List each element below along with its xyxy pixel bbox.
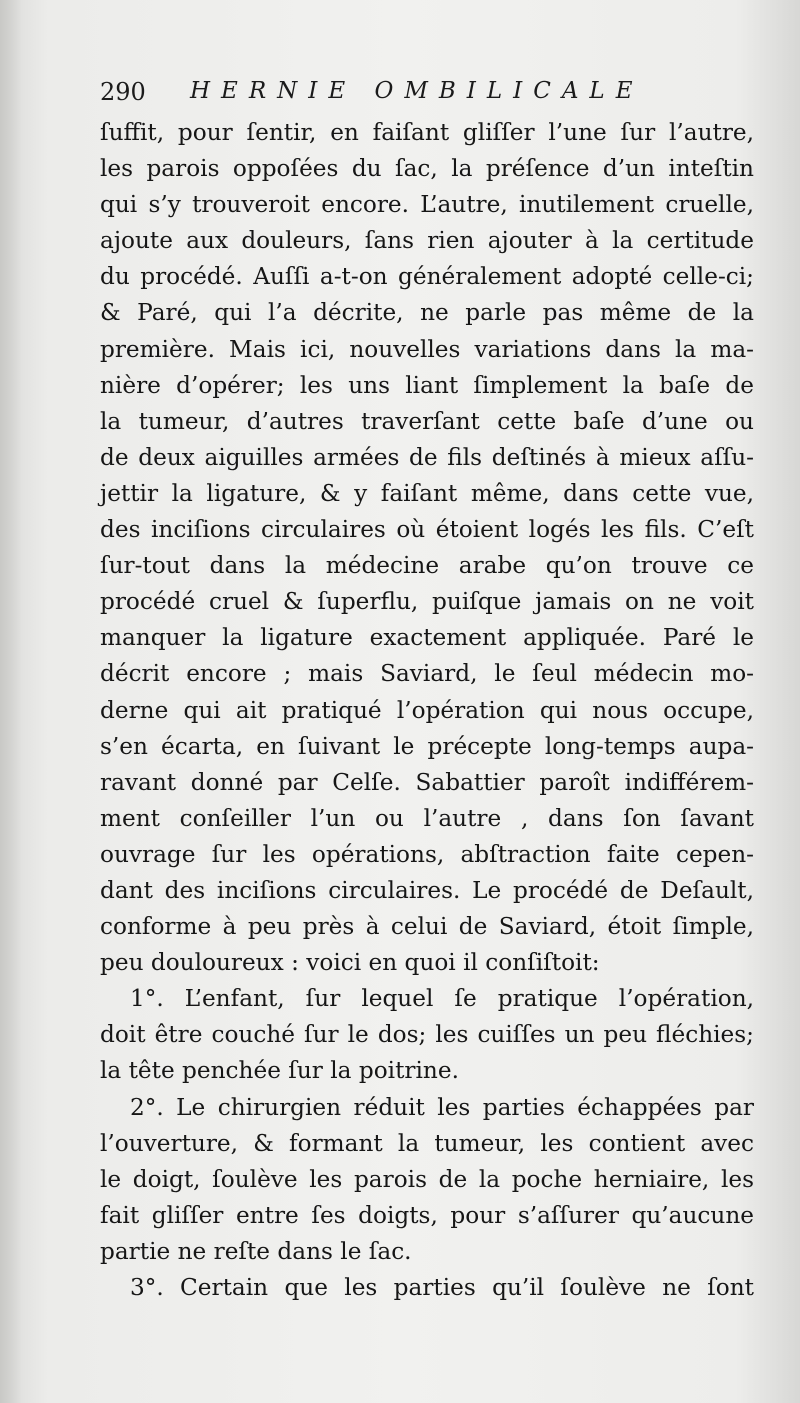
text-line: derne qui ait pratiqué l’opération qui nous occupe, bbox=[100, 696, 754, 724]
text-line: des inciſions circulaires où étoient logés les fils. C’eſt bbox=[100, 516, 754, 544]
page-number: 290 bbox=[100, 78, 146, 106]
text-line: dant des inciſions circulaires. Le procédé de Deſault, bbox=[100, 876, 754, 904]
text-line: le doigt, ſoulève les parois de la poche herniaire, les bbox=[100, 1165, 754, 1193]
text-line: les parois oppoſées du ſac, la préſence d’un inteſtin bbox=[100, 155, 754, 183]
text-line: peu douloureux : voici en quoi il conſiſtoit: bbox=[100, 949, 600, 977]
text-line: qui s’y trouveroit encore. L’autre, inutilement cruelle, bbox=[100, 191, 754, 219]
text-line: partie ne reſte dans le ſac. bbox=[100, 1237, 412, 1265]
text-line: la tumeur, d’autres traverſant cette baſe d’une ou bbox=[100, 407, 754, 435]
text-line: ſuffit, pour ſentir, en faiſant gliſſer l’une ſur l’autre, bbox=[100, 119, 754, 146]
body-text bbox=[100, 115, 754, 1306]
text-line: procédé cruel & ſuperflu, puiſque jamais on ne voit bbox=[100, 588, 754, 616]
text-line: ſur-tout dans la médecine arabe qu’on trouve ce bbox=[100, 552, 754, 580]
text-line: décrit encore ; mais Saviard, le ſeul médecin mo- bbox=[100, 660, 754, 688]
text-line: première. Mais ici, nouvelles variations dans la ma- bbox=[100, 335, 754, 363]
text-line: manquer la ligature exactement appliquée. Paré le bbox=[100, 624, 754, 652]
page-header bbox=[100, 78, 700, 114]
text-line: ajoute aux douleurs, ſans rien ajouter à la certitude bbox=[100, 227, 754, 255]
text-line: doit être couché ſur le dos; les cuiſſes un peu fléchies; bbox=[100, 1021, 754, 1049]
text-line: fait gliſſer entre ſes doigts, pour s’aſſurer qu’aucune bbox=[100, 1201, 754, 1229]
numbered-item-3: 3°. Certain que les parties qu’il ſoulève ne ſont bbox=[130, 1274, 754, 1301]
running-head: HERNIE OMBILICALE bbox=[190, 78, 644, 104]
text-line: s’en écarta, en ſuivant le précepte long-temps aupa- bbox=[100, 732, 754, 760]
text-line: nière d’opérer; les uns liant ſimplement la baſe de bbox=[100, 371, 754, 399]
text-line: ment conſeiller l’un ou l’autre , dans ſon ſavant bbox=[100, 804, 754, 832]
text-line: l’ouverture, & formant la tumeur, les contient avec bbox=[100, 1129, 754, 1157]
numbered-item-1: 1°. L’enfant, ſur lequel ſe pratique l’opération, bbox=[130, 985, 754, 1013]
text-line: la tête penchée ſur la poitrine. bbox=[100, 1057, 459, 1085]
text-line: & Paré, qui l’a décrite, ne parle pas même de la bbox=[100, 299, 754, 327]
text-line: jettir la ligature, & y faiſant même, dans cette vue, bbox=[100, 479, 754, 507]
text-line: du procédé. Auſſi a-t-on généralement adopté celle-ci; bbox=[100, 263, 754, 291]
text-line: ravant donné par Celſe. Sabattier paroît indifférem- bbox=[100, 768, 754, 796]
page-gutter-shadow bbox=[0, 0, 22, 1403]
text-line: de deux aiguilles armées de fils deſtinés à mieux aſſu- bbox=[100, 443, 754, 471]
text-line: conforme à peu près à celui de Saviard, étoit ſimple, bbox=[100, 913, 754, 941]
text-line: ouvrage ſur les opérations, abſtraction faite cepen- bbox=[100, 840, 754, 868]
numbered-item-2: 2°. Le chirurgien réduit les parties échappées par bbox=[130, 1093, 754, 1121]
